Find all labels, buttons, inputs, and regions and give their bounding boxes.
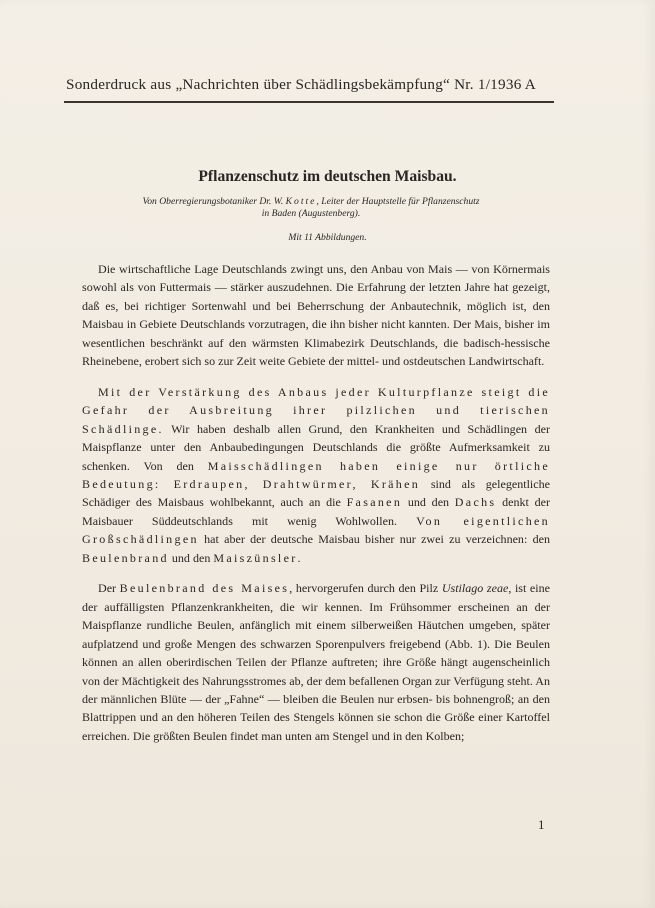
- paragraph-3: [82, 579, 550, 745]
- p3-text-1: Der: [98, 581, 120, 596]
- p2-text-10: hat aber der deutsche Maisbau bisher nur zwei zu verzeichnen: den: [198, 532, 550, 547]
- p2-text-6: und den: [402, 495, 455, 510]
- p3-text-5: , ist eine der auffälligsten Pflanzenkrankheiten, die wir kennen. Im Frühsommer erscheinen an der Maispflanze rundliche Beulen, anfänglich mit einem silberweißen Häutchen umgeben, später aufplatzend und große Mengen des schwarzen Sporenpulvers freigebend (Abb. 1). Die Beulen können an allen oberirdischen Teilen der Pflanze auftreten; ihre Größe hängt augenscheinlich von der Mächtigkeit des Nahrungsstromes ab, der dem befallenen Organ zur Verfügung steht. An der männlichen Blüte — der „Fahne“ — bleiben die Beulen nur erbsen- bis bohnengroß; an den Blattrippen und an den höheren Teilen des Stengels können sie schon die Größe einer Kartoffel erreichen. Die größten Beulen findet man unten am Stengel und in den Kolben;: [82, 581, 550, 743]
- header-rule: [64, 101, 554, 103]
- byline-line2: in Baden (Augustenberg).: [261, 208, 361, 220]
- p3-italic-ustilago: Ustilago zeae: [441, 581, 509, 596]
- article-byline: [72, 196, 550, 220]
- offprint-header: Sonderdruck aus „Nachrichten über Schädlingsbekämpfung“ Nr. 1/1936 A: [66, 76, 536, 93]
- p2-text-14: .: [297, 550, 301, 565]
- article-title: Pflanzenschutz im deutschen Maisbau.: [198, 168, 457, 185]
- paragraph-2: [82, 383, 550, 568]
- p2-spaced-fasanen: Fasanen: [346, 495, 403, 510]
- byline-suffix: , Leiter der Hauptstelle für Pflanzenschutz: [316, 196, 480, 207]
- byline-prefix: Von Oberregierungsbotaniker Dr. W.: [142, 196, 286, 207]
- page-number: 1: [538, 817, 545, 832]
- byline-author: Kotte: [285, 196, 317, 207]
- p2-spaced-maiszuensler: Maiszünsler: [213, 550, 298, 565]
- figures-note: Mit 11 Abbildungen.: [288, 232, 367, 243]
- p2-text-4: sind als gelegentliche Schädiger des Maisbaus wohlbekannt, auch an die: [82, 476, 550, 510]
- p2-spaced-3: Maisschädlingen haben einige nur örtliche Bedeutung: Erdraupen, Drahtwürmer, Krähen: [82, 458, 550, 491]
- p2-spaced-beulenbrand: Beulenbrand: [82, 550, 169, 565]
- article-body: [82, 260, 550, 745]
- paragraph-1: Die wirtschaftliche Lage Deutschlands zwingt uns, den Anbau von Mais — von Körnermais sowohl als von Futtermais — stärker auszudehnen. Die Erfahrung der letzten Jahre hat gezeigt, daß es, bei richtiger Sortenwahl und bei Beherrschung der Anbautechnik, möglich ist, den Maisbau in Gebiete Deutschlands vorzutragen, die ihn bisher nicht kannten. Der Mais, bisher im wesentlichen beschränkt auf den wärmsten Klimabezirk Deutschlands, die badisch-hessische Rheinebene, erobert sich so zur Zeit weite Gebiete der mittel- und ostdeutschen Landwirtschaft.: [82, 262, 550, 369]
- p2-spaced-dachs: Dachs: [454, 495, 497, 510]
- p2-text-12: und den: [168, 550, 214, 565]
- p3-text-3: , hervorgerufen durch den Pilz: [289, 581, 442, 596]
- p3-spaced-beulenbrand: Beulenbrand des Maises: [119, 581, 290, 596]
- p2-text-2: Wir haben deshalb allen Grund, den Krankheiten und Schädlingen der Maispflanze unter den Anbaubedingungen Deutschlands die größte Aufmerksamkeit zu schenken. Von den: [82, 421, 550, 473]
- p2-spaced-1: Mit der Verstärkung des Anbaus jeder Kulturpflanze steigt die Gefahr der Ausbreitung ihrer pilzlichen und tierischen Schädlinge.: [82, 384, 550, 436]
- p2-text-8: denkt der Maisbauer Süddeutschlands mit wenig Wohlwollen.: [82, 495, 551, 528]
- p2-spaced-grossschaedlinge: Von eigentlichen Großschädlingen: [82, 513, 550, 547]
